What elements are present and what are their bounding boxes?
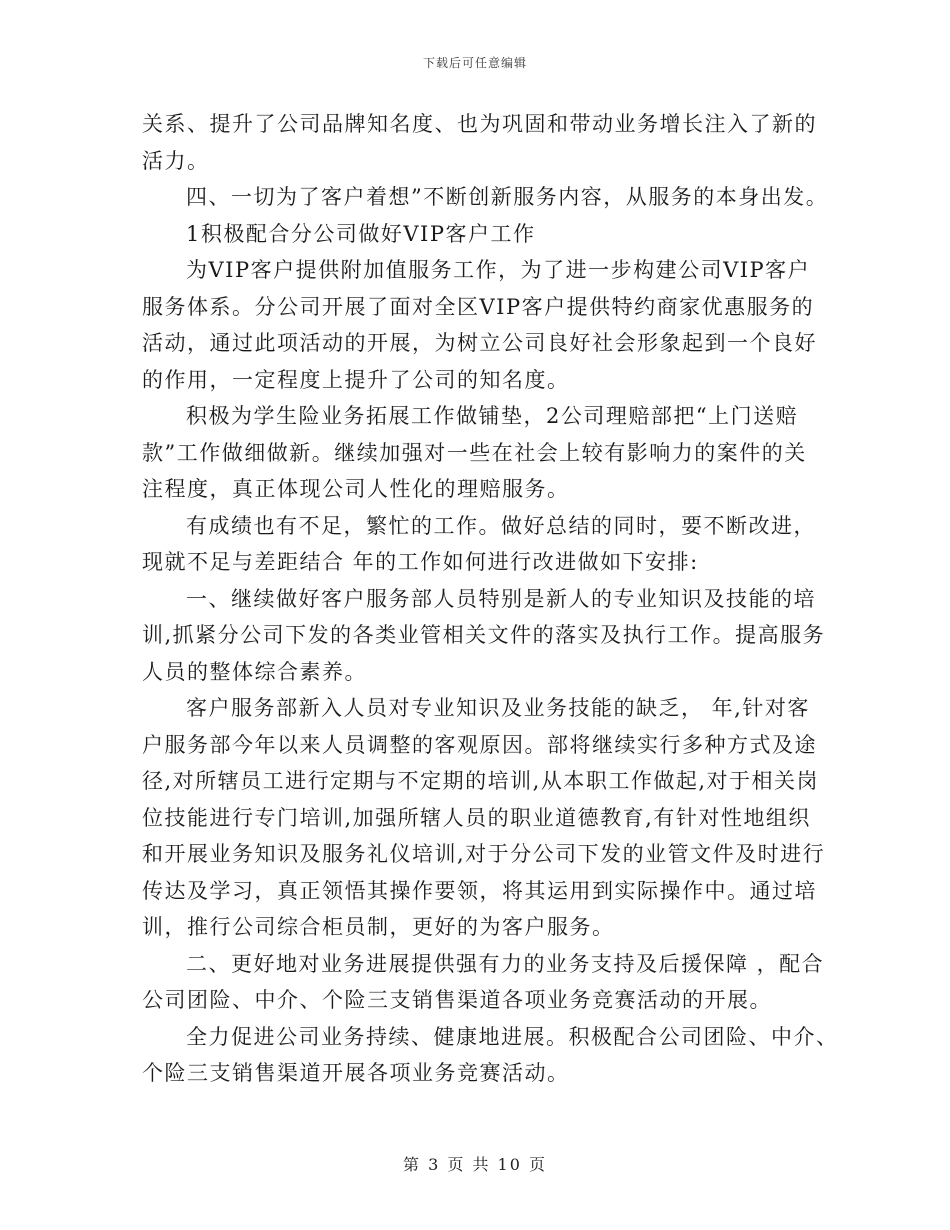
text-line: 径,对所辖员工进行定期与不定期的培训,从本职工作做起,对于相关岗 [142,769,820,793]
text-line: 的作用，一定程度上提升了公司的知名度。 [142,367,570,392]
text-line: 个险三支销售渠道开展各项业务竞赛活动。 [142,1061,570,1085]
text-line: 全力促进公司业务持续、健康地进展。积极配合公司团险、中介、 [186,1024,839,1049]
text-line: 为VIP客户提供附加值服务工作，为了进一步构建公司VIP客户 [186,258,811,282]
text-line: 关系、提升了公司品牌知名度、也为巩固和带动业务增长注入了新的 [142,112,817,136]
document-body [142,106,839,1092]
text-line: 四、一切为了客户着想”不断创新服务内容，从服务的本身出发。 [186,185,829,209]
text-line: 传达及学习，真正领悟其操作要领，将其运用到实际操作中。通过培 [142,878,817,903]
text-line: 活动，通过此项活动的开展，为树立公司良好社会形象起到一个良好 [142,331,817,355]
text-line: 和开展业务知识及服务礼仪培训,对于分公司下发的业管文件及时进行 [142,842,826,866]
text-line: 训,抓紧分公司下发的各类业管相关文件的落实及执行工作。提高服务 [142,623,826,647]
text-line: 训，推行公司综合柜员制，更好的为客户服务。 [142,915,615,939]
text-line: 一、继续做好客户服务部人员特别是新人的专业知识及技能的培 [186,586,816,611]
text-line: 积极为学生险业务拓展工作做铺垫，2公司理赔部把“上门送赔 [186,404,799,428]
text-line: 活力。 [142,148,210,173]
text-line: 位技能进行专门培训,加强所辖人员的职业道德教育,有针对性地组织 [142,805,811,830]
text-line: 二、更好地对业务进展提供强有力的业务支持及后援保障 ，配合 [186,951,825,976]
page-number-footer: 第 3 页 共 10 页 [403,1155,547,1174]
text-line: 注程度，真正体现公司人性化的理赔服务。 [142,477,570,501]
text-line: 1积极配合分公司做好VIP客户工作 [186,221,536,246]
text-line: 服务体系。分公司开展了面对全区VIP客户提供特约商家优惠服务的 [142,294,815,319]
text-line: 人员的整体综合素养。 [142,659,367,684]
text-line: 现就不足与差距结合 年的工作如何进行改进做如下安排: [142,550,699,574]
text-line: 有成绩也有不足，繁忙的工作。做好总结的同时，要不断改进， [186,513,816,538]
text-line: 公司团险、中介、个险三支销售渠道各项业务竞赛活动的开展。 [142,988,772,1012]
text-line: 款”工作做细做新。继续加强对一些在社会上较有影响力的案件的关 [142,440,807,465]
text-line: 户服务部今年以来人员调整的客观原因。部将继续实行多种方式及途 [142,732,817,757]
page-header: 下载后可任意编辑 [422,56,527,70]
text-line: 客户服务部新入人员对专业知识及业务技能的缺乏， 年,针对客 [186,696,810,720]
